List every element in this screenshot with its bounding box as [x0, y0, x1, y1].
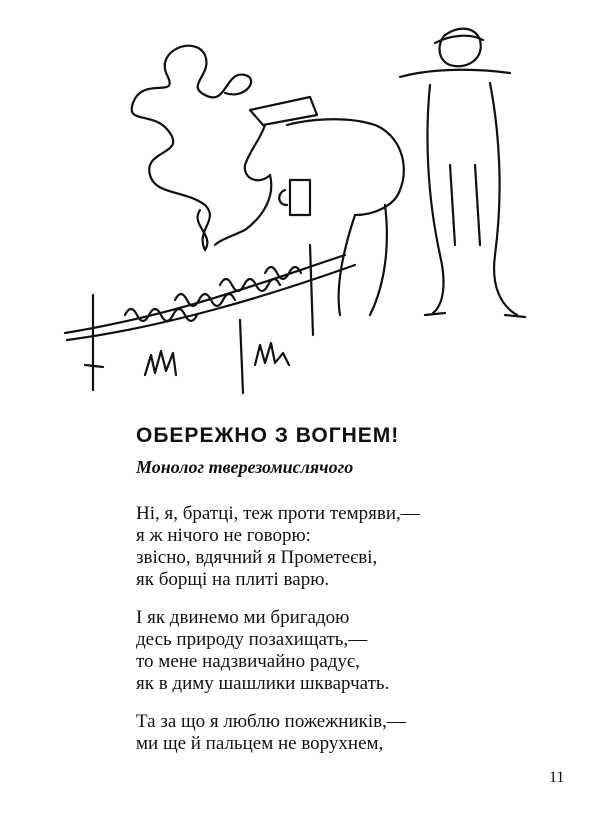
page-number: 11	[549, 769, 565, 786]
crouching-man	[215, 97, 404, 315]
verse-line: І як двинемо ми бригадою	[136, 607, 350, 628]
stanza-2	[136, 607, 389, 695]
shashlik-skewers	[125, 267, 301, 321]
verse-line: Та за що я люблю пожежників,—	[136, 711, 406, 732]
poem-title: ОБЕРЕЖНО З ВОГНЕМ!	[136, 424, 400, 447]
stanza-1	[136, 503, 420, 591]
verse-line: як в диму шашлики шкварчать.	[136, 673, 390, 694]
verse-line: то мене надзвичайно радує,	[136, 651, 360, 672]
verse-line: я ж нічого не говорю:	[136, 525, 311, 546]
standing-man	[400, 29, 525, 317]
fence-post-mid	[240, 320, 243, 393]
grass	[145, 343, 289, 375]
stanza-3	[136, 711, 406, 755]
fence-post-right	[310, 245, 313, 335]
picnic-illustration	[55, 15, 530, 395]
verse-line: як борщі на плиті варю.	[136, 569, 330, 590]
verse-line: Ні, я, братці, теж проти темряви,—	[136, 503, 420, 524]
poem-subtitle: Монолог тверезомислячого	[136, 457, 354, 477]
verse-line: ми ще й пальцем не ворухнем,	[136, 733, 384, 754]
smoke-swirl	[132, 46, 251, 250]
verse-line: звісно, вдячний я Прометеєві,	[136, 547, 378, 568]
fence-post-left	[85, 295, 103, 390]
verse-line: десь природу позахищать,—	[136, 629, 368, 650]
